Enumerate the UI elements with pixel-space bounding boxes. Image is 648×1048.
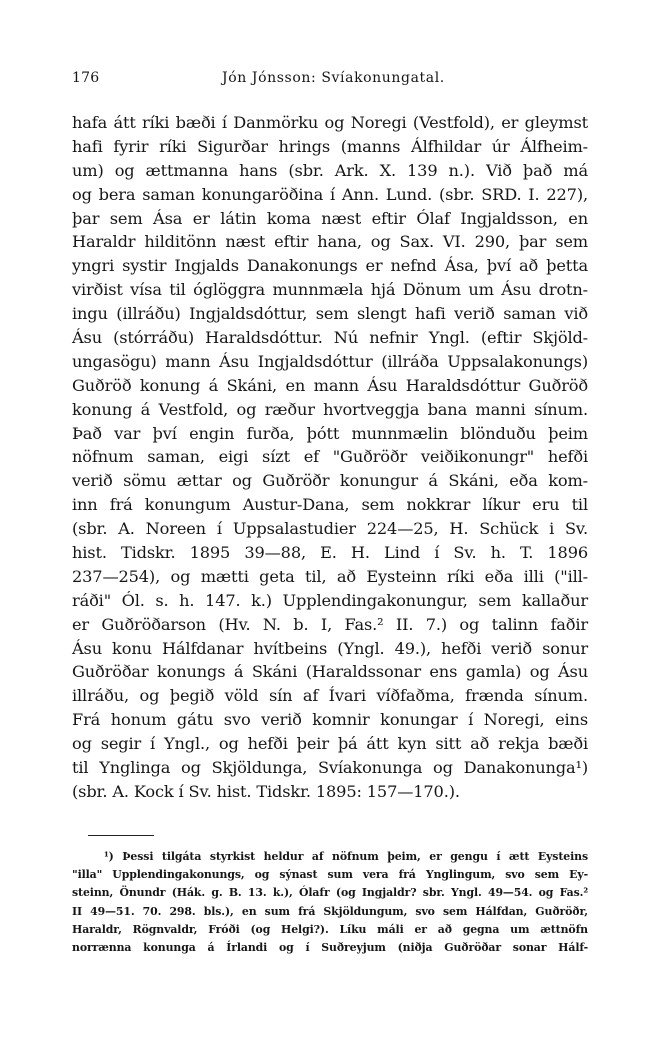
body-text — [72, 111, 588, 804]
text-line: þar sem Ása er látin koma næst eftir Ólaf Ingjaldsson, en — [72, 208, 588, 228]
text-line: Frá honum gátu svo verið komnir konungar í Noregi, eins — [72, 710, 588, 730]
footnote-line: steinn, Önundr (Hák. g. B. 13. k.), Ólafr (og Ingjaldr? sbr. Yngl. 49—54. og Fas.² — [72, 886, 588, 900]
footnote-line: "illa" Upplendingakonungs, og sýnast sum vera frá Ynglingum, svo sem Ey- — [72, 868, 588, 882]
text-line: Ásu (stórráðu) Haraldsdóttur. Nú nefnir Yngl. (eftir Skjöld- — [72, 328, 588, 348]
text-line: hafa átt ríki bæði í Danmörku og Noregi (Vestfold), er gleymst — [72, 113, 588, 132]
text-line: illráðu, og þegið völd sín af Ívari víðfaðma, frænda sínum. — [72, 686, 588, 706]
text-line: (sbr. A. Noreen í Uppsalastudier 224—25, H. Schück i Sv. — [72, 519, 588, 539]
text-line: til Ynglinga og Skjöldunga, Svíakonunga og Danakonunga¹) — [72, 758, 588, 778]
text-line: ráði" Ól. s. h. 147. k.) Upplendingakonungur, sem kallaður — [72, 590, 588, 610]
text-line: um) og ættmanna hans (sbr. Ark. X. 139 n.). Við það má — [72, 160, 588, 180]
text-line: 237—254), og mætti geta til, að Eysteinn ríki eða illi ("ill- — [72, 566, 588, 586]
text-line: Guðröð konung á Skáni, en mann Ásu Haraldsdóttur Guðröð — [72, 375, 588, 395]
text-line: konung á Vestfold, og ræður hvortveggja bana manni sínum. — [72, 399, 588, 419]
text-line: yngri systir Ingjalds Danakonungs er nefnd Ása, því að þetta — [72, 256, 588, 276]
page-number: 176 — [72, 70, 100, 86]
footnote-divider — [88, 835, 154, 836]
running-title: Jón Jónsson: Svíakonungatal. — [222, 70, 445, 86]
text-line: Guðröðar konungs á Skáni (Haraldssonar ens gamla) og Ásu — [72, 662, 588, 682]
text-line: er Guðröðarson (Hv. N. b. I, Fas.² II. 7.) og talinn faðir — [72, 614, 588, 634]
page-header — [72, 70, 588, 92]
text-line: virðist vísa til óglöggra munnmæla hjá Dönum um Ásu drotn- — [72, 280, 588, 300]
text-line: hafi fyrir ríki Sigurðar hrings (manns Álfhildar úr Álfheim- — [72, 136, 588, 156]
footnote-line: norrænna konunga á Írlandi og í Suðreyjum (niðja Guðröðar sonar Hálf- — [72, 940, 588, 954]
text-line: ungasögu) mann Ásu Ingjaldsdóttur (illráða Uppsalakonungs) — [72, 351, 588, 371]
footnote-line: ¹) Þessi tilgáta styrkist heldur af nöfnum þeim, er gengu í ætt Eysteins — [104, 850, 588, 863]
text-line: og bera saman konungaröðina í Ann. Lund. (sbr. SRD. I. 227), — [72, 184, 588, 204]
text-line: ingu (illráðu) Ingjaldsdóttur, sem slengt hafi verið saman við — [72, 304, 588, 324]
footnote-line: II 49—51. 70. 298. bls.), en sum frá Skjöldungum, svo sem Hálfdan, Guðröðr, — [72, 904, 588, 918]
text-line: inn frá konungum Austur-Dana, sem nokkrar líkur eru til — [72, 495, 588, 515]
text-line: Ásu konu Hálfdanar hvítbeins (Yngl. 49.), hefði verið sonur — [72, 638, 588, 658]
text-line: (sbr. A. Kock í Sv. hist. Tidskr. 1895: 157—170.). — [72, 781, 460, 801]
footnotes — [72, 848, 588, 957]
text-line: og segir í Yngl., og hefði þeir þá átt kyn sitt að rekja bæði — [72, 734, 588, 754]
text-line: nöfnum saman, eigi sízt ef "Guðröðr veiðikonungr" hefði — [72, 447, 588, 467]
text-line: Það var því engin furða, þótt munnmælin blönduðu þeim — [72, 423, 588, 443]
text-line: hist. Tidskr. 1895 39—88, E. H. Lind í Sv. h. T. 1896 — [72, 543, 588, 563]
text-line: Haraldr hilditönn næst eftir hana, og Sax. VI. 290, þar sem — [72, 232, 588, 252]
text-line: verið sömu ættar og Guðröðr konungur á Skáni, eða kom- — [72, 471, 588, 491]
footnote-line: Haraldr, Rögnvaldr, Fróði (og Helgi?). Líku máli er að gegna um ættnöfn — [72, 922, 588, 936]
